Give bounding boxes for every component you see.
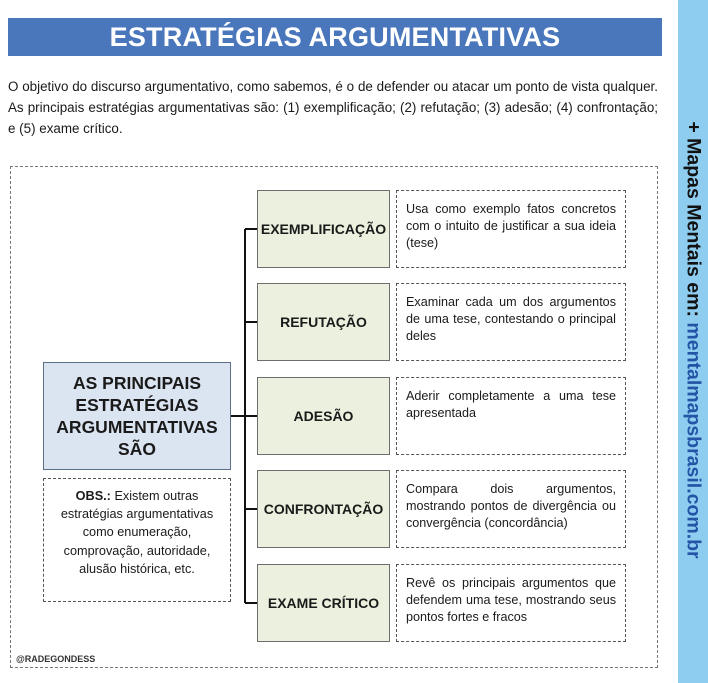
obs-note [43,478,231,602]
strategy-description: Examinar cada um dos argumentos de uma tese, contestando o principal deles [396,283,626,361]
strategy-confrontacao [257,470,390,548]
strategy-description: Revê os principais argumentos que defendem uma tese, mostrando seus pontos fortes e fracos [396,564,626,642]
strategy-name: EXEMPLIFICAÇÃO [260,221,387,237]
strategy-description: Compara dois argumentos, mostrando pontos de divergência ou convergência (concordância) [396,470,626,548]
strategy-name: REFUTAÇÃO [280,314,367,330]
strategy-description: Usa como exemplo fatos concretos com o intuito de justificar a sua ideia (tese) [396,190,626,268]
side-banner-text [682,121,705,558]
strategy-exemplificacao [257,190,390,268]
strategy-refutacao [257,283,390,361]
side-banner-url[interactable]: mentalmapsbrasil.com.br [682,322,705,559]
side-banner-prefix: + Mapas Mentais em: [682,121,705,317]
intro-paragraph: O objetivo do discurso argumentativo, como sabemos, é o de defender ou atacar um ponto de vista qualquer. As principais estratégias argumentativas são: (1) exemplificação; (2) refutação; (3) adesão; (4) confrontação; e (5) exame crítico. [8,79,658,136]
strategy-exame-critico [257,564,390,642]
obs-prefix: OBS.: [75,489,111,503]
strategy-name: EXAME CRÍTICO [267,595,380,611]
central-node-label: AS PRINCIPAIS ESTRATÉGIAS ARGUMENTATIVAS SÃO [56,373,218,459]
strategy-name: ADESÃO [293,408,354,424]
strategy-description: Aderir completamente a uma tese apresentada [396,377,626,455]
author-handle: @RADEGONDESS [16,654,96,664]
strategy-adesao [257,377,390,455]
central-node [43,362,231,470]
obs-text: Existem outras estratégias argumentativas como enumeração, comprovação, autoridade, alusão histórica, etc. [60,489,214,576]
page-title: ESTRATÉGIAS ARGUMENTATIVAS [109,21,561,52]
strategy-name: CONFRONTAÇÃO [263,501,384,517]
